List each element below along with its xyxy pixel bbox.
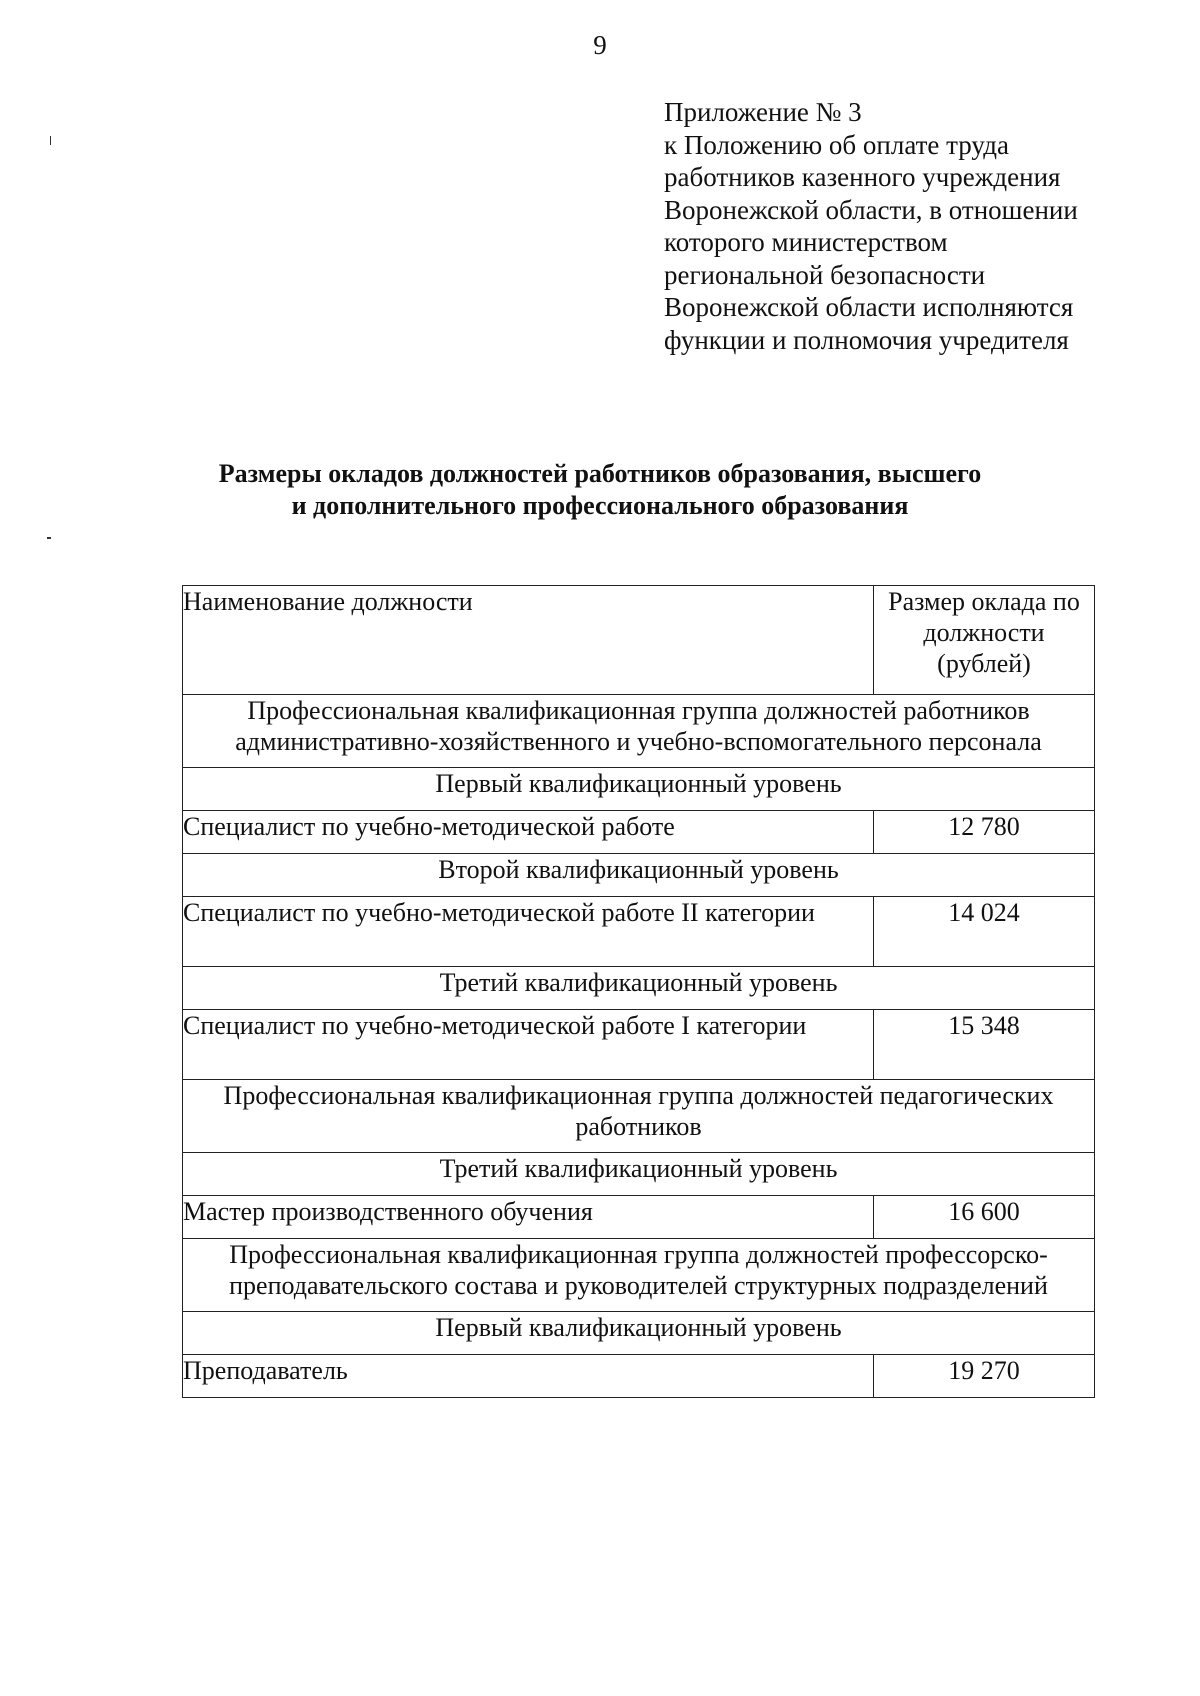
group-row <box>183 695 1095 768</box>
position-salary: 19 270 <box>874 1355 1095 1398</box>
level-row <box>183 1312 1095 1355</box>
table-row <box>183 1355 1095 1398</box>
annex-block <box>664 96 1104 356</box>
level-label: Первый квалификационный уровень <box>183 768 1095 811</box>
position-salary: 12 780 <box>874 811 1095 854</box>
position-name: Преподаватель <box>183 1355 874 1398</box>
document-title <box>0 458 1200 522</box>
header-salary-cell: Размер оклада по должности (рублей) <box>874 586 1095 695</box>
group-row <box>183 1239 1095 1312</box>
annex-line: к Положению об оплате труда <box>664 129 1009 160</box>
group-title: Профессиональная квалификационная группа должностей работников административно-хозяйственного и учебно-вспомогательного персонала <box>183 695 1095 768</box>
annex-line: Воронежской области исполняются <box>664 292 1074 322</box>
annex-line: которого министерством <box>664 227 948 257</box>
level-label: Второй квалификационный уровень <box>183 854 1095 897</box>
title-line: Размеры окладов должностей работников образования, высшего <box>218 459 982 488</box>
level-row <box>183 854 1095 897</box>
position-salary: 16 600 <box>874 1196 1095 1239</box>
table-row <box>183 897 1095 967</box>
level-row <box>183 967 1095 1010</box>
title-line: и дополнительного профессионального образования <box>291 491 909 520</box>
header-name-cell: Наименование должности <box>183 586 874 695</box>
level-label: Первый квалификационный уровень <box>183 1312 1095 1355</box>
position-salary: 14 024 <box>874 897 1095 967</box>
annex-line: Воронежской области, в отношении <box>664 194 1078 225</box>
level-label: Третий квалификационный уровень <box>183 967 1095 1010</box>
annex-line: региональной безопасности <box>664 259 986 290</box>
level-label: Третий квалификационный уровень <box>183 1153 1095 1196</box>
group-title: Профессиональная квалификационная группа должностей профессорско-преподавательского состава и руководителей структурных подразделений <box>183 1239 1095 1312</box>
position-name: Мастер производственного обучения <box>183 1196 874 1239</box>
page-number: 9 <box>593 30 607 60</box>
group-title: Профессиональная квалификационная группа должностей педагогических работников <box>183 1080 1095 1153</box>
annex-line: Приложение № 3 <box>664 97 862 127</box>
position-name: Специалист по учебно-методической работе <box>183 811 874 854</box>
position-name: Специалист по учебно-методической работе I категории <box>183 1010 874 1080</box>
level-row <box>183 768 1095 811</box>
scan-mark <box>50 136 51 145</box>
salary-table <box>182 585 1095 1398</box>
group-row <box>183 1080 1095 1153</box>
position-name: Специалист по учебно-методической работе II категории <box>183 897 874 967</box>
annex-line: работников казенного учреждения <box>664 162 1061 192</box>
position-salary: 15 348 <box>874 1010 1095 1080</box>
table-header-row <box>183 586 1095 695</box>
table-row <box>183 811 1095 854</box>
scan-mark <box>47 537 51 539</box>
level-row <box>183 1153 1095 1196</box>
annex-line: функции и полномочия учредителя <box>664 324 1069 355</box>
table-row <box>183 1196 1095 1239</box>
table-row <box>183 1010 1095 1080</box>
